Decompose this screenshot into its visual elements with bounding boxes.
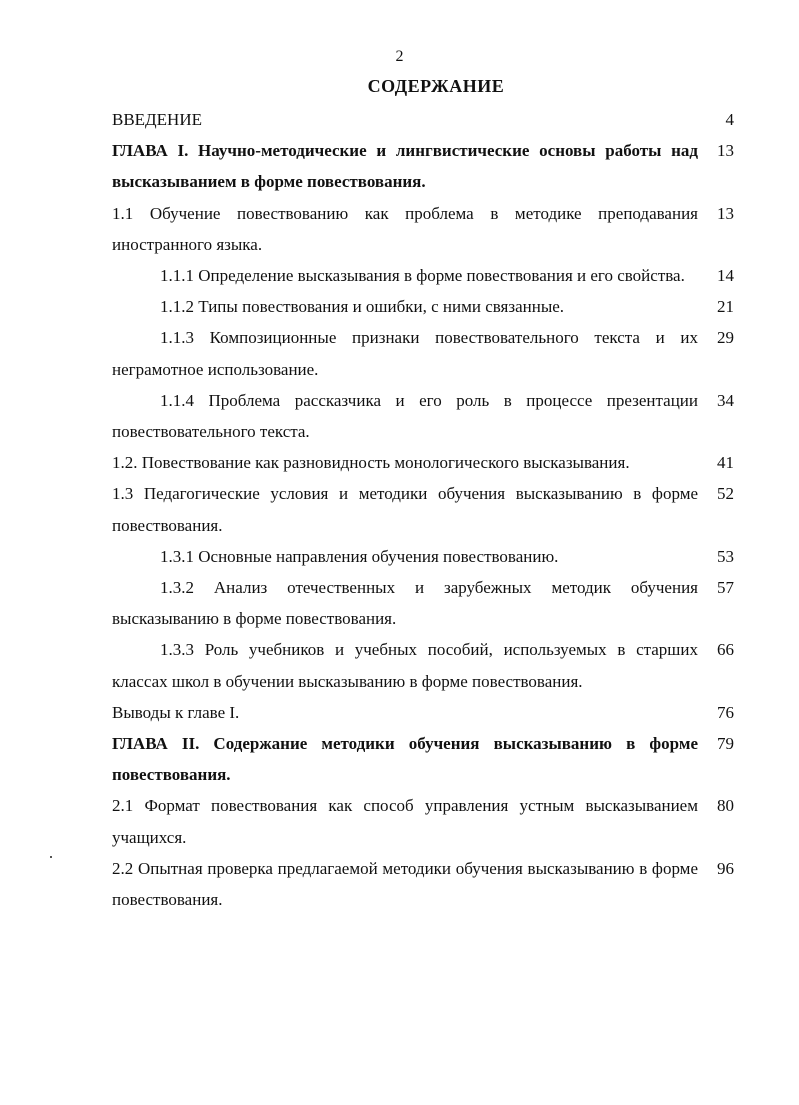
toc-entry — [112, 198, 734, 260]
toc-entry-page: 66 — [717, 640, 734, 660]
toc-entry-page: 21 — [717, 297, 734, 317]
toc-entry-text: ГЛАВА I. Научно-методические и лингвистические основы работы над высказыванием в форме повествования. — [112, 141, 698, 192]
toc-entry — [112, 478, 734, 540]
toc-entry-text: ГЛАВА II. Содержание методики обучения высказыванию в форме повествования. — [112, 734, 698, 785]
toc-entry — [112, 728, 734, 790]
toc-entry — [112, 634, 734, 696]
toc-entry — [112, 790, 734, 852]
toc-entry-text: 1.1.4 Проблема рассказчика и его роль в процессе презентации повествовательного текста. — [112, 390, 698, 442]
toc-entry — [112, 104, 734, 135]
toc-entry — [112, 541, 734, 572]
toc-entry-page: 14 — [717, 266, 734, 286]
toc-entry-page: 57 — [717, 578, 734, 598]
toc-entry-page: 80 — [717, 796, 734, 816]
toc-entry-text: 1.3 Педагогические условия и методики обучения высказыванию в форме повествования. — [112, 484, 698, 535]
toc-entry-page: 4 — [725, 110, 734, 129]
toc-entry-page: 29 — [717, 328, 734, 348]
toc-entry-text: 1.1 Обучение повествованию как проблема в методике преподавания иностранного языка. — [112, 203, 698, 254]
toc-entry-page: 13 — [717, 203, 734, 223]
toc-entry-text: ВВЕДЕНИЕ — [112, 110, 202, 129]
toc-entry — [112, 322, 734, 384]
toc-entry-text: 1.1.2 Типы повествования и ошибки, с ними связанные. — [160, 297, 565, 317]
toc-entry-text: 1.1.3 Композиционные признаки повествовательного текста и их неграмотное использование. — [112, 328, 698, 379]
toc-entry — [112, 291, 734, 322]
toc-entry — [112, 853, 734, 915]
toc-entry-page: 96 — [717, 858, 734, 878]
toc-entry-text: 1.3.3 Роль учебников и учебных пособий, используемых в старших классах школ в обучении высказыванию в форме повествования. — [112, 640, 698, 691]
toc-entry-text: 1.3.1 Основные направления обучения повествованию. — [160, 546, 559, 566]
page-number: 2 — [395, 48, 404, 65]
toc-entry-page: 79 — [717, 734, 734, 754]
toc-entry-text: 2.2 Опытная проверка предлагаемой методики обучения высказыванию в форме повествования. — [112, 858, 698, 910]
toc-entry-page: 52 — [717, 484, 734, 504]
toc-entry — [112, 447, 734, 478]
toc-entry — [112, 135, 734, 197]
toc-entry-page: 13 — [717, 141, 734, 161]
toc-entry-page: 76 — [717, 702, 734, 722]
table-of-contents — [112, 104, 734, 915]
toc-entry-text: 2.1 Формат повествования как способ управления устным высказыванием учащихся. — [112, 796, 698, 847]
toc-entry-text: 1.3.2 Анализ отечественных и зарубежных методик обучения высказыванию в форме повествования. — [112, 578, 698, 629]
toc-entry — [112, 572, 734, 634]
toc-entry — [112, 385, 734, 447]
toc-entry-page: 41 — [717, 453, 734, 473]
toc-entry-text: Выводы к главе I. — [112, 702, 240, 722]
toc-title: СОДЕРЖАНИЕ — [367, 76, 505, 96]
toc-entry-text: 1.1.1 Определение высказывания в форме повествования и его свойства. — [160, 266, 685, 286]
toc-entry-page: 53 — [717, 546, 734, 566]
margin-mark — [50, 856, 52, 858]
toc-entry — [112, 697, 734, 728]
toc-entry-text: 1.2. Повествование как разновидность монологического высказывания. — [112, 453, 630, 473]
toc-entry-page: 34 — [717, 390, 734, 410]
toc-entry — [112, 260, 734, 291]
